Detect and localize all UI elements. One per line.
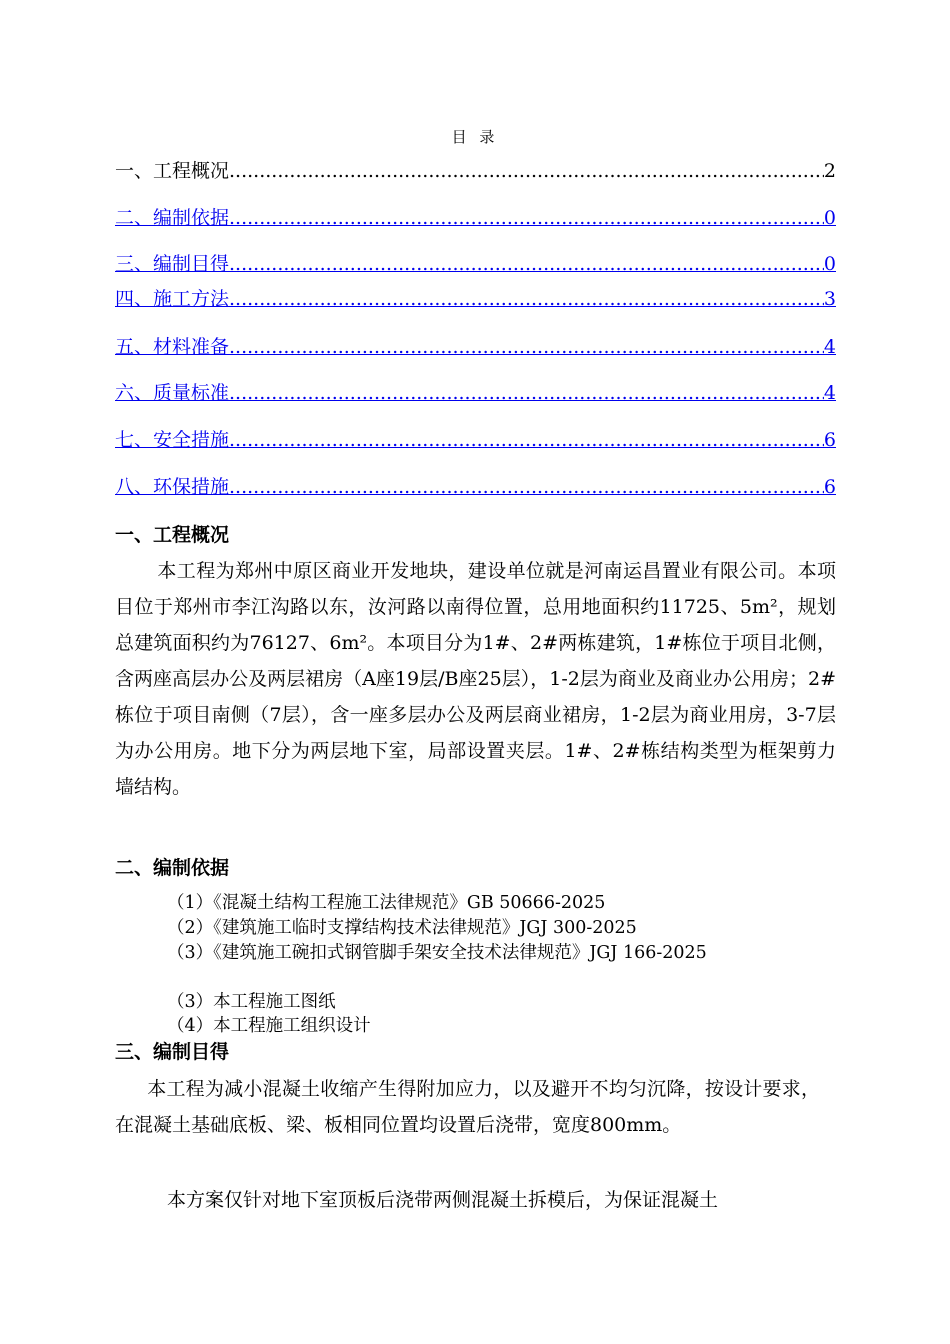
reference-item: （2）《建筑施工临时支撑结构技术法律规范》JGJ 300-2025 [167,918,637,938]
toc-title: 目 录 [451,128,499,146]
toc-entry-7[interactable] [115,427,836,453]
toc-entry-label: 七、安全措施 [115,429,230,451]
toc-entry-page: 4 [823,336,836,358]
toc-leader [229,286,824,312]
toc-entry-label: 二、编制依据 [115,207,230,229]
toc-entry-1[interactable] [115,158,836,184]
toc-entry-page: 6 [823,429,836,451]
toc-leader [229,205,824,231]
toc-entry-label: 一、工程概况 [115,160,230,182]
reference-item: （3）《建筑施工碗扣式钢管脚手架安全技术法律规范》JGJ 166-2025 [167,943,707,963]
section-1-heading: 一、工程概况 [115,524,230,546]
toc-entry-page: 3 [823,288,836,310]
toc-leader [229,334,824,360]
reference-item: （4）本工程施工组织设计 [167,1016,371,1036]
toc-entry-page: 0 [823,207,836,229]
toc-leader [229,427,824,453]
section-3-para-2 [115,1182,836,1218]
toc-entry-label: 八、环保措施 [115,476,230,498]
toc-entry-label: 五、材料准备 [115,336,230,358]
section-3-para-1 [115,1071,820,1143]
toc-entry-label: 四、施工方法 [115,288,230,310]
toc-leader [229,251,824,277]
toc-leader [229,474,824,500]
section-3-para-1-text: 本工程为减小混凝土收缩产生得附加应力，以及避开不均匀沉降，按设计要求，在混凝土基础底板、梁、板相同位置均设置后浇带，宽度800mm。 [115,1078,820,1136]
toc-entry-page: 2 [823,160,836,182]
toc-entry-label: 六、质量标准 [115,382,230,404]
toc-leader [229,158,824,184]
toc-entry-5[interactable] [115,334,836,360]
toc-entry-4[interactable] [115,286,836,312]
section-1-body [115,553,836,805]
toc-entry-3[interactable] [115,251,836,277]
reference-item: （1）《混凝土结构工程施工法律规范》GB 50666-2025 [167,893,606,913]
toc-entry-page: 0 [823,253,836,275]
toc-entry-6[interactable] [115,380,836,406]
section-1-text: 本工程为郑州中原区商业开发地块，建设单位就是河南运昌置业有限公司。本项目位于郑州市李江沟路以东，汝河路以南得位置，总用地面积约11725、5m²，规划总建筑面积约为76127、6m²。本项目分为1#、2#两栋建筑，1#栋位于项目北侧，含两座高层办公及两层裙房（A座19层/B座25层），1-2层为商业及商业办公用房；2#栋位于项目南侧（7层），含一座多层办公及两层商业裙房，1-2层为商业用房，3-7层为办公用房。地下分为两层地下室，局部设置夹层。1#、2#栋结构类型为框架剪力墙结构。 [115,560,836,798]
toc-entry-page: 6 [823,476,836,498]
reference-item: （3）本工程施工图纸 [167,992,336,1012]
toc-entry-2[interactable] [115,205,836,231]
section-2-heading: 二、编制依据 [115,857,230,879]
toc-entry-label: 三、编制目得 [115,253,230,275]
section-3-heading: 三、编制目得 [115,1041,230,1063]
section-3-para-2-text: 本方案仅针对地下室顶板后浇带两侧混凝土拆模后，为保证混凝土 [167,1189,719,1211]
toc-entry-8[interactable] [115,474,836,500]
toc-leader [229,380,824,406]
toc-entry-page: 4 [823,382,836,404]
